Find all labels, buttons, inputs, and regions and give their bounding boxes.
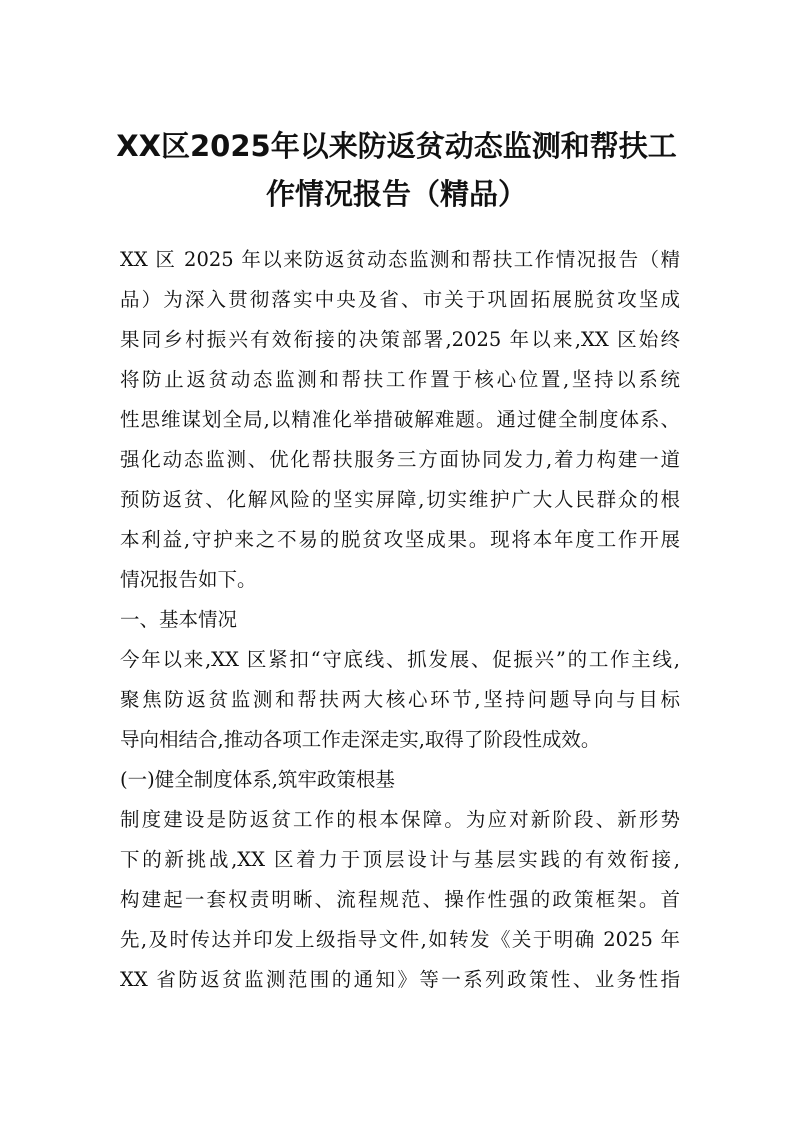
body-line: 强化动态监测、优化帮扶服务三方面协同发力,着力构建一道 [120, 448, 680, 471]
section-heading: 一、基本情况 [120, 608, 238, 631]
body-line: 品）为深入贯彻落实中央及省、市关于巩固拓展脱贫攻坚成 [120, 288, 680, 311]
body-line: 将防止返贫动态监测和帮扶工作置于核心位置,坚持以系统 [120, 368, 680, 391]
document-title-line-2: 作情况报告（精品） [265, 177, 527, 211]
document-title-line-1: XX区2025年以来防返贫动态监测和帮扶工 [116, 129, 677, 163]
body-line: 本利益,守护来之不易的脱贫攻坚成果。现将本年度工作开展 [120, 528, 680, 551]
body-line: 构建起一套权责明晰、流程规范、操作性强的政策框架。首 [120, 888, 680, 911]
document-body [120, 240, 680, 1000]
body-line: 导向相结合,推动各项工作走深走实,取得了阶段性成效。 [120, 728, 601, 751]
body-line: 情况报告如下。 [120, 568, 257, 591]
subsection-heading: (一)健全制度体系,筑牢政策根基 [120, 768, 395, 791]
body-line: 预防返贫、化解风险的坚实屏障,切实维护广大人民群众的根 [120, 488, 680, 511]
body-line: 性思维谋划全局,以精准化举措破解难题。通过健全制度体系、 [120, 408, 680, 431]
body-line: XX 省防返贫监测范围的通知》等一系列政策性、业务性指 [120, 968, 680, 991]
body-line: 下的新挑战,XX 区着力于顶层设计与基层实践的有效衔接, [120, 848, 680, 871]
body-line: 制度建设是防返贫工作的根本保障。为应对新阶段、新形势 [120, 808, 680, 831]
body-line: XX 区 2025 年以来防返贫动态监测和帮扶工作情况报告（精 [120, 248, 680, 271]
body-line: 今年以来,XX 区紧扣“守底线、抓发展、促振兴”的工作主线, [120, 648, 680, 671]
body-line: 先,及时传达并印发上级指导文件,如转发《关于明确 2025 年 [120, 928, 680, 951]
body-line: 果同乡村振兴有效衔接的决策部署,2025 年以来,XX 区始终 [120, 328, 680, 351]
body-line: 聚焦防返贫监测和帮扶两大核心环节,坚持问题导向与目标 [120, 688, 680, 711]
